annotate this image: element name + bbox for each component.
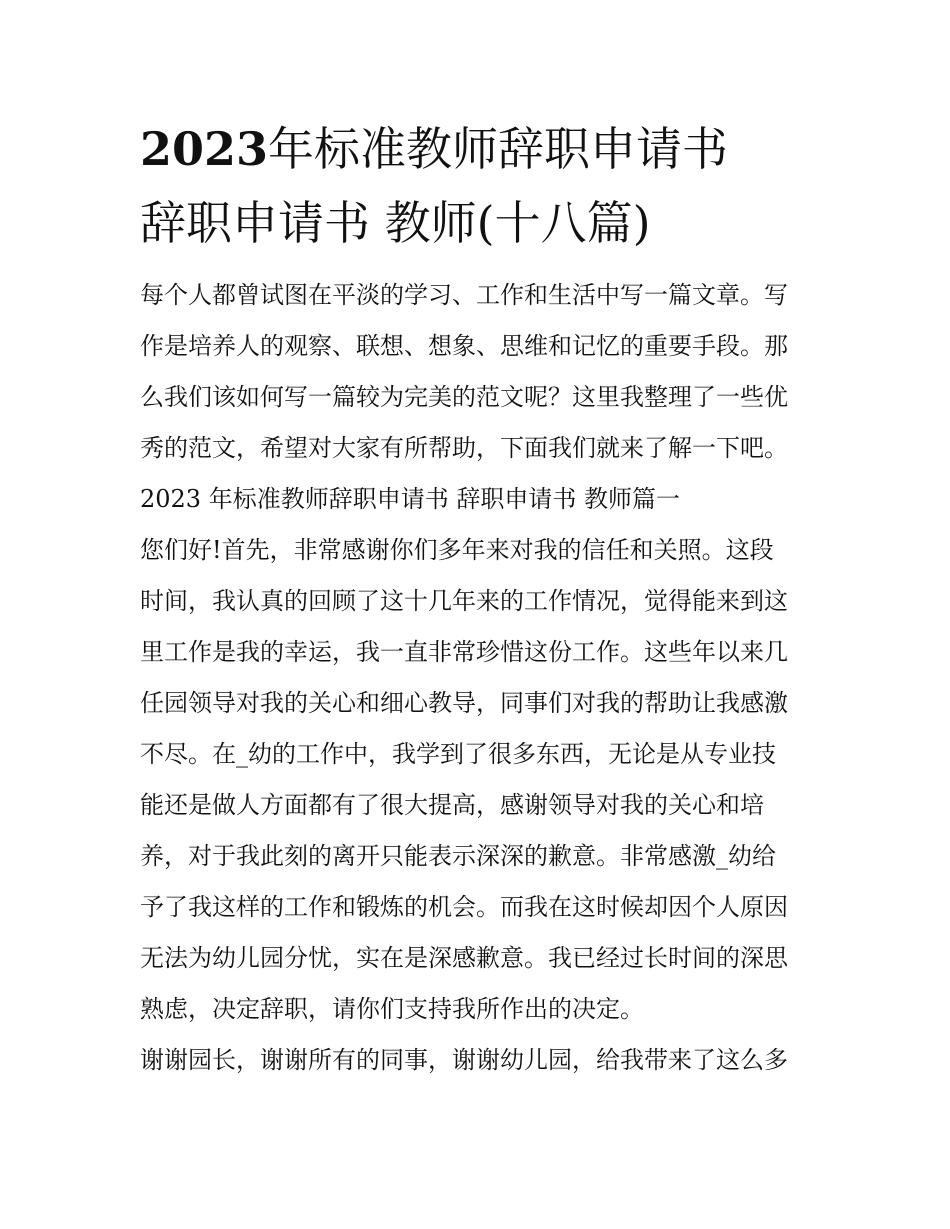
paragraph-line: 熟虑，决定辞职，请你们支持我所作出的决定。 <box>140 995 644 1023</box>
title-line-1-text: 年标准教师辞职申请书 <box>268 122 729 176</box>
paragraph-line: 不尽。在_幼的工作中，我学到了很多东西，无论是从专业技 <box>140 740 776 768</box>
paragraph-line: 谢谢园长，谢谢所有的同事，谢谢幼儿园，给我带来了这么多 <box>140 1046 788 1074</box>
paragraph-line: 时间，我认真的回顾了这十几年来的工作情况，觉得能来到这 <box>140 587 788 615</box>
intro-line: 秀的范文，希望对大家有所帮助，下面我们就来了解一下吧。 <box>140 434 788 462</box>
intro-line: 作是培养人的观察、联想、想象、思维和记忆的重要手段。那 <box>140 332 788 360</box>
letter-paragraph-2 <box>140 1035 812 1086</box>
document-title <box>140 112 812 260</box>
paragraph-line: 里工作是我的幸运，我一直非常珍惜这份工作。这些年以来几 <box>140 638 788 666</box>
document-body <box>140 270 812 1086</box>
intro-line: 么我们该如何写一篇较为完美的范文呢？这里我整理了一些优 <box>140 383 788 411</box>
intro-line: 每个人都曾试图在平淡的学习、工作和生活中写一篇文章。写 <box>140 281 788 309</box>
paragraph-line: 能还是做人方面都有了很大提高，感谢领导对我的关心和培 <box>140 791 764 819</box>
paragraph-line: 养，对于我此刻的离开只能表示深深的歉意。非常感激_幼给 <box>140 842 776 870</box>
paragraph-line: 无法为幼儿园分忧，实在是深感歉意。我已经过长时间的深思 <box>140 944 788 972</box>
intro-paragraph <box>140 270 812 474</box>
title-year: 2023 <box>140 122 269 176</box>
paragraph-line: 予了我这样的工作和锻炼的机会。而我在这时候却因个人原因 <box>140 893 788 921</box>
title-line-2: 辞职申请书 教师(十八篇) <box>140 196 651 250</box>
paragraph-line: 任园领导对我的关心和细心教导，同事们对我的帮助让我感激 <box>140 689 788 717</box>
section-heading: 2023 年标准教师辞职申请书 辞职申请书 教师篇一 <box>140 485 680 513</box>
title-line-1 <box>140 112 812 186</box>
paragraph-line: 您们好!首先，非常感谢你们多年来对我的信任和关照。这段 <box>140 536 774 564</box>
document-page <box>140 112 812 1086</box>
letter-paragraph-1 <box>140 525 812 1035</box>
